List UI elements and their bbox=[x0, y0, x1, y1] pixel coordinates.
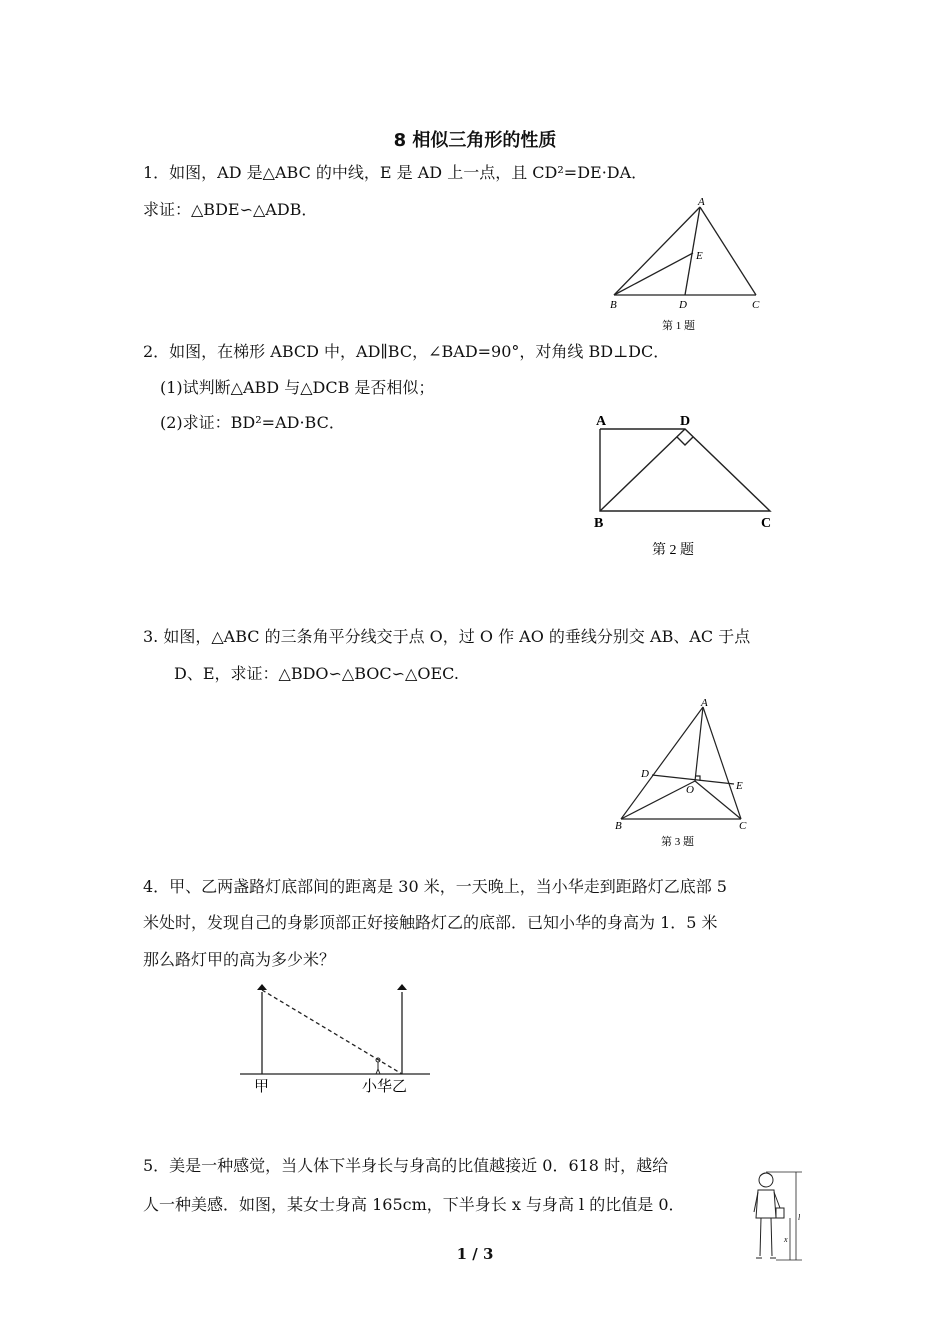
q4-label-jia: 甲 bbox=[254, 1079, 270, 1095]
page-number: 1 / 3 bbox=[456, 1245, 494, 1263]
q3-label-o: O bbox=[686, 784, 694, 796]
q3-label-b: B bbox=[615, 820, 622, 832]
lamp-yi-icon bbox=[397, 984, 407, 990]
q3-line1: 3. 如图，△ABC 的三条角平分线交于点 O，过 O 作 AO 的垂线分别交 AB、AC 于点 bbox=[143, 627, 751, 646]
q2-label-d: D bbox=[680, 414, 691, 429]
q4-line2: 米处时，发现自己的身影顶部正好接触路灯乙的底部．已知小华的身高为 1．5 米 bbox=[143, 913, 718, 932]
q1-label-b: B bbox=[610, 299, 617, 311]
q4-label-yi: 小华乙 bbox=[362, 1079, 408, 1095]
q3-caption: 第 3 题 bbox=[661, 836, 694, 848]
q1-label-d: D bbox=[679, 299, 687, 311]
q3-label-c: C bbox=[739, 820, 747, 832]
page-title: 8 相似三角形的性质 bbox=[393, 130, 557, 151]
q2-line1: 2．如图，在梯形 ABCD 中，AD∥BC，∠BAD=90°，对角线 BD⊥DC． bbox=[143, 342, 670, 361]
q1-caption: 第 1 题 bbox=[662, 320, 695, 332]
q1-line2: 求证：△BDE∽△ADB． bbox=[143, 200, 318, 219]
q4-line1: 4．甲、乙两盏路灯底部间的距离是 30 米，一天晚上，当小华走到距路灯乙底部 5 bbox=[143, 877, 727, 896]
q4-line3: 那么路灯甲的高为多少米？ bbox=[143, 950, 336, 969]
q3-label-d: D bbox=[641, 768, 649, 780]
q5-label-l: l bbox=[798, 1213, 801, 1222]
q1-label-a: A bbox=[698, 196, 705, 208]
lamp-jia-icon bbox=[257, 984, 267, 990]
q2-label-c: C bbox=[761, 516, 772, 531]
q5-line1: 5．美是一种感觉，当人体下半身长与身高的比值越接近 0．618 时，越给 bbox=[143, 1156, 669, 1175]
q1-label-c: C bbox=[752, 299, 760, 311]
q5-line2: 人一种美感．如图，某女士身高 165cm，下半身长 x 与身高 l 的比值是 0． bbox=[143, 1195, 685, 1214]
q2-figure bbox=[588, 405, 788, 565]
q2-label-a: A bbox=[596, 414, 607, 429]
q4-figure bbox=[240, 978, 430, 1098]
q2-line3: (2)求证：BD²=AD·BC． bbox=[160, 413, 345, 432]
q1-label-e: E bbox=[696, 250, 703, 262]
q3-figure bbox=[605, 695, 765, 850]
q3-label-a: A bbox=[701, 697, 708, 709]
q1-figure bbox=[600, 195, 780, 335]
q2-line2: (1)试判断△ABD 与△DCB 是否相似； bbox=[160, 378, 435, 397]
q1-line1: 1．如图，AD 是△ABC 的中线，E 是 AD 上一点，且 CD²=DE·DA． bbox=[143, 163, 648, 182]
q2-label-b: B bbox=[594, 516, 604, 531]
q3-label-e: E bbox=[736, 780, 743, 792]
q3-line2: D、E，求证：△BDO∽△BOC∽△OEC. bbox=[174, 664, 459, 683]
q2-caption: 第 2 题 bbox=[652, 543, 694, 558]
q5-label-x: x bbox=[784, 1235, 788, 1244]
